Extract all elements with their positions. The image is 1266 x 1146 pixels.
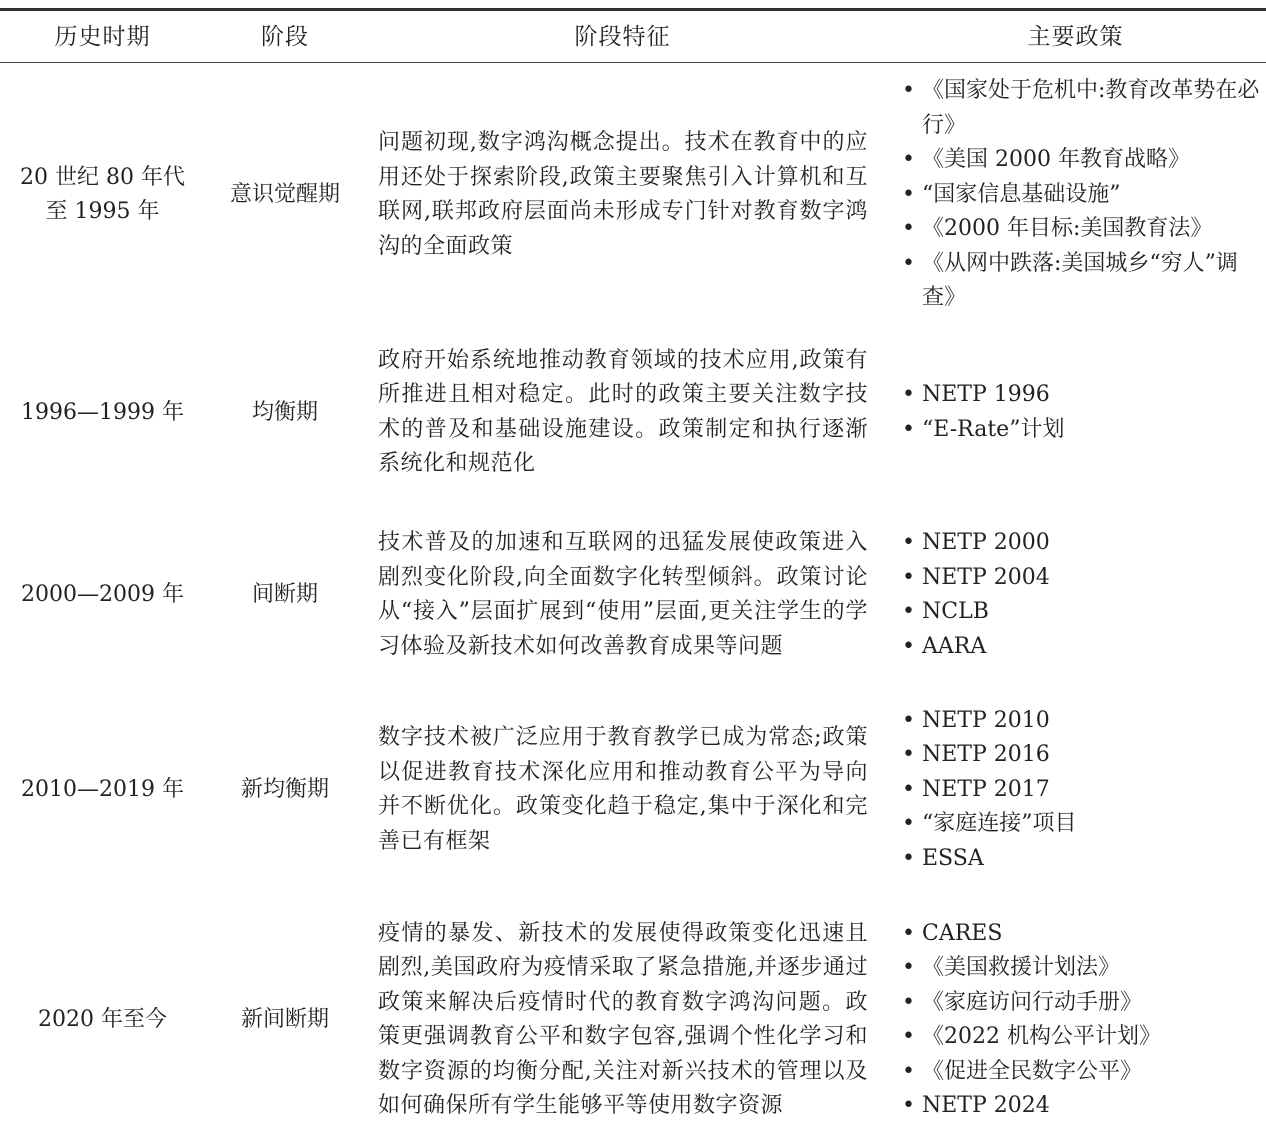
features-cell: 政府开始系统地推动教育领域的技术应用,政策有所推进且相对稳定。此时的政策主要关注数字技术的普及和基础设施建设。政策制定和执行逐渐系统化和规范化 <box>378 347 868 476</box>
period-cell: 1996—1999 年 <box>21 399 184 425</box>
table-row <box>0 340 1266 485</box>
features-cell: 疫情的暴发、新技术的发展使得政策变化迅速且剧烈,美国政府为疫情采取了紧急措施,并逐步通过政策来解决后疫情时代的教育数字鸿沟问题。政策更强调教育公平和数字包容,强调个性化学习和数字资源的均衡分配,关注对新兴技术的管理以及如何确保所有学生能够平等使用数字资源 <box>378 920 868 1118</box>
table-header-rule <box>0 62 1266 63</box>
policy-item: • 《2000 年目标:美国教育法》 <box>900 212 1266 247</box>
features-cell: 数字技术被广泛应用于教育教学已成为常态;政策以促进教育技术深化应用和推动教育公平为导向并不断优化。政策变化趋于稳定,集中于深化和完善已有框架 <box>378 725 868 854</box>
policy-item: • 《美国救援计划法》 <box>900 951 1161 986</box>
policy-item: • 《促进全民数字公平》 <box>900 1055 1161 1090</box>
policy-item: • 《从网中跌落:美国城乡“穷人”调查》 <box>900 247 1266 316</box>
policy-item: • 《2022 机构公平计划》 <box>900 1020 1161 1055</box>
period-cell: 2000—2009 年 <box>21 582 184 607</box>
table-row <box>0 700 1266 880</box>
policy-list <box>900 526 1050 664</box>
policy-item: • NETP 1996 <box>900 378 1064 413</box>
stage-cell: 意识觉醒期 <box>229 182 340 207</box>
stage-cell: 间断期 <box>251 582 318 607</box>
policy-item: • NETP 2024 <box>900 1089 1161 1124</box>
policy-item: • NETP 2000 <box>900 526 1050 561</box>
policy-item: • 《家庭访问行动手册》 <box>900 986 1161 1021</box>
features-cell: 技术普及的加速和互联网的迅猛发展使政策进入剧烈变化阶段,向全面数字化转型倾斜。政策讨论从“接入”层面扩展到“使用”层面,更关注学生的学习体验及新技术如何改善教育成果等问题 <box>378 530 868 659</box>
policy-item: • 《美国 2000 年教育战略》 <box>900 143 1266 178</box>
stage-cell: 新均衡期 <box>240 777 329 802</box>
policy-item: • NETP 2016 <box>900 738 1077 773</box>
policy-item: • CARES <box>900 917 1161 952</box>
policy-item: • NCLB <box>900 595 1050 630</box>
header-features: 阶段特征 <box>574 24 671 50</box>
features-cell: 问题初现,数字鸿沟概念提出。技术在教育中的应用还处于探索阶段,政策主要聚焦引入计算机和互联网,联邦政府层面尚未形成专门针对教育数字鸿沟的全面政策 <box>378 130 868 259</box>
period-cell: 20 世纪 80 年代至 1995 年 <box>20 165 185 224</box>
table-row <box>0 505 1266 685</box>
policy-item: • AARA <box>900 630 1050 665</box>
header-policies: 主要政策 <box>1027 24 1124 50</box>
policy-list <box>900 704 1077 877</box>
policy-item: • NETP 2010 <box>900 704 1077 739</box>
table-top-rule <box>0 8 1266 11</box>
policy-item: • “国家信息基础设施” <box>900 178 1266 213</box>
policy-item: • NETP 2017 <box>900 773 1077 808</box>
policy-list <box>900 74 1266 316</box>
policy-item: • ESSA <box>900 842 1077 877</box>
stage-cell: 均衡期 <box>251 399 318 425</box>
policy-list <box>900 917 1161 1124</box>
table-row <box>0 895 1266 1145</box>
header-period: 历史时期 <box>54 24 151 50</box>
policy-item: • NETP 2004 <box>900 561 1050 596</box>
period-cell: 2020 年至今 <box>38 1007 167 1032</box>
policy-item: • 《国家处于危机中:教育改革势在必行》 <box>900 74 1266 143</box>
policy-item: • “家庭连接”项目 <box>900 807 1077 842</box>
stage-cell: 新间断期 <box>240 1007 329 1032</box>
policy-item: • “E-Rate”计划 <box>900 413 1064 448</box>
policy-list <box>900 378 1064 447</box>
header-stage: 阶段 <box>261 24 309 50</box>
table-row <box>0 70 1266 320</box>
period-cell: 2010—2019 年 <box>21 777 184 802</box>
